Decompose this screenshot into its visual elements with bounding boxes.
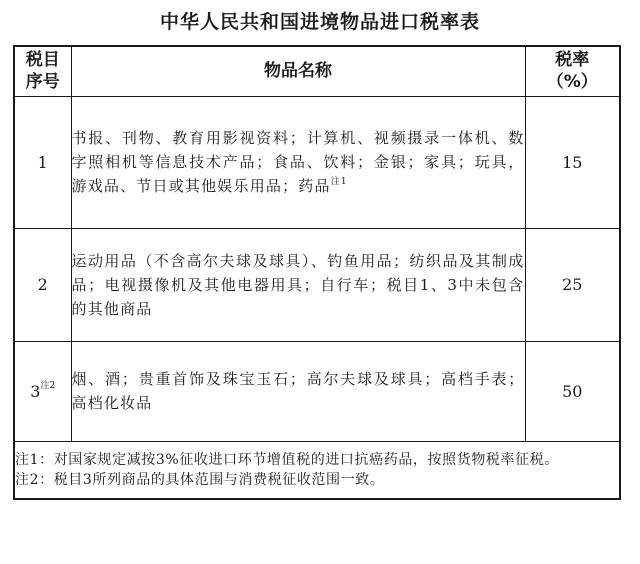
notes-row [14,441,620,499]
header-tax-rate-line1: 税率 [555,50,590,71]
header-row [14,46,620,96]
tax-rate-table [13,45,621,500]
header-item-name: 物品名称 [71,46,525,96]
row-items-note: 注1 [330,177,348,187]
table-row [14,341,620,441]
row-number [14,341,71,441]
row-items [71,228,525,341]
row-number-note: 注2 [40,380,56,391]
table-row [14,96,620,228]
header-tax-rate-line2: （%） [546,72,598,93]
row-items [71,341,525,441]
header-tax-rate [525,46,620,96]
note-2: 注2：税目3所列商品的具体范围与消费税征收范围一致。 [15,471,385,488]
header-tax-number [14,46,71,96]
notes-cell [14,441,620,499]
row-items-text: 运动用品（不含高尔夫球及球具）、钓鱼用品；纺织品及其制成品；电视摄像机及其他电器用具；自行车；税目1、3中未包含的其他商品 [71,251,525,318]
row-rate: 15 [525,96,620,228]
note-1: 注1：对国家规定减按3%征收进口环节增值税的进口抗癌药品，按照货物税率征税。 [15,451,559,468]
row-number [14,228,71,341]
row-items-text: 烟、酒；贵重首饰及珠宝玉石；高尔夫球及球具；高档手表；高档化妆品 [71,370,525,412]
table-row [14,228,620,341]
row-number-value: 1 [37,152,48,172]
row-number-value: 3 [30,381,41,401]
row-rate: 50 [525,341,620,441]
row-items [71,96,525,228]
row-number-value: 2 [37,275,48,294]
row-rate: 25 [525,228,620,341]
row-items-text: 书报、刊物、教育用影视资料；计算机、视频摄录一体机、数字照相机等信息技术产品；食品、饮料；金银；家具；玩具，游戏品、节日或其他娱乐用品；药品 [71,129,525,195]
header-tax-number-line2: 序号 [25,72,60,93]
row-number [14,96,71,228]
header-tax-number-line1: 税目 [25,50,60,71]
table-title: 中华人民共和国进境物品进口税率表 [159,11,480,33]
